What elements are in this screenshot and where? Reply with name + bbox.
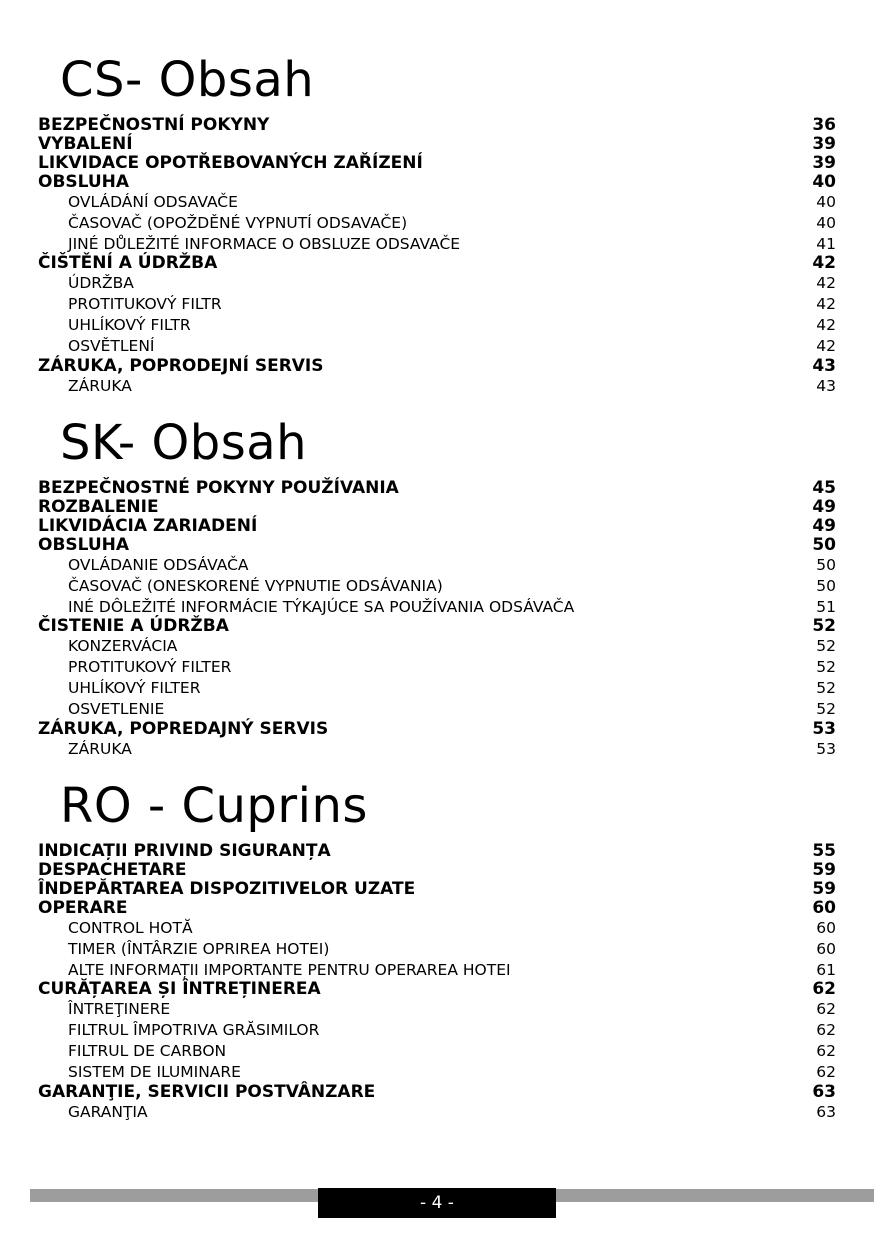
toc-subsection (38, 597, 836, 618)
toc-subsection (38, 699, 836, 720)
toc-chapter (38, 154, 836, 173)
toc-entry-page: 62 (816, 1000, 836, 1019)
toc-entry-label: DESPACHETARE (38, 860, 187, 880)
toc-entries-ro (38, 842, 836, 1122)
toc-entry-page: 42 (816, 274, 836, 293)
toc-entry-label: OSVETLENIE (68, 699, 165, 718)
toc-entry-label: ALTE INFORMAȚII IMPORTANTE PENTRU OPERAREA HOTEI (68, 960, 511, 979)
toc-chapter (38, 880, 836, 899)
toc-entry-label: CONTROL HOTĂ (68, 919, 193, 937)
toc-entry-page: 50 (816, 556, 836, 574)
section-title-cs: CS- Obsah (60, 52, 315, 108)
toc-entry-page: 62 (816, 1021, 836, 1040)
toc-chapter (38, 1083, 836, 1102)
toc-chapter (38, 720, 836, 739)
toc-entry-page: 40 (812, 172, 836, 192)
page-number: - 4 - (420, 1193, 454, 1213)
toc-entry-page: 51 (816, 597, 836, 616)
toc-entry-page: 62 (812, 979, 836, 1000)
toc-entry-page: 52 (816, 658, 836, 677)
toc-entry-page: 41 (816, 234, 836, 253)
toc-chapter (38, 517, 836, 536)
toc-entry-label: ZÁRUKA, POPREDAJNÝ SERVIS (38, 718, 329, 739)
toc-chapter (38, 899, 836, 918)
toc-entry-label: JINÉ DŮLEŽITÉ INFORMACE O OBSLUZE ODSAVAČE (68, 234, 461, 253)
toc-entry-label: ROZBALENIE (38, 497, 159, 517)
toc-entries-sk (38, 479, 836, 759)
toc-entry-page: 52 (816, 678, 836, 697)
toc-entry-label: OVLÁDÁNÍ ODSAVAČE (68, 193, 238, 211)
toc-entry-page: 59 (812, 879, 836, 899)
page-number-box (318, 1188, 556, 1218)
toc-entry-page: 39 (812, 153, 836, 173)
toc-subsection (38, 939, 836, 960)
toc-entry-label: FILTRUL ÎMPOTRIVA GRĂSIMILOR (68, 1021, 320, 1040)
toc-entry-label: VYBALENÍ (38, 134, 133, 154)
toc-subsection (38, 739, 836, 760)
toc-entry-label: ÚDRŽBA (68, 274, 134, 293)
toc-entry-page: 49 (812, 516, 836, 536)
toc-entry-page: 60 (812, 898, 836, 918)
toc-subsection (38, 294, 836, 315)
section-title-ro: RO - Cuprins (60, 778, 368, 834)
toc-entry-label: INDICAȚII PRIVIND SIGURANȚA (38, 841, 331, 861)
toc-entry-page: 49 (812, 497, 836, 517)
toc-entry-label: SISTEM DE ILUMINARE (68, 1062, 241, 1081)
toc-chapter (38, 617, 836, 636)
toc-entry-page: 63 (812, 1081, 836, 1102)
toc-subsection (38, 555, 836, 576)
toc-chapter (38, 498, 836, 517)
toc-entry-label: ČASOVAČ (ONESKORENÉ VYPNUTIE ODSÁVANIA) (68, 576, 443, 595)
toc-entry-label: KONZERVÁCIA (68, 637, 178, 656)
toc-entry-page: 43 (812, 355, 836, 376)
toc-entry-label: ÎNTREŢINERE (68, 1000, 171, 1019)
toc-entry-label: ČISTENIE A ÚDRŽBA (38, 616, 229, 637)
toc-subsection (38, 273, 836, 294)
toc-entry-label: BEZPEČNOSTNÉ POKYNY POUŽÍVANIA (38, 478, 399, 498)
toc-entry-label: ÎNDEPĂRTAREA DISPOZITIVELOR UZATE (38, 879, 416, 899)
toc-chapter (38, 980, 836, 999)
toc-entry-label: OSVĚTLENÍ (68, 336, 155, 355)
toc-entry-label: CURĂȚAREA ȘI ÎNTREȚINEREA (38, 979, 321, 1000)
toc-entries-cs (38, 116, 836, 396)
toc-entry-page: 45 (812, 478, 836, 498)
toc-entry-page: 50 (812, 535, 836, 555)
toc-chapter (38, 254, 836, 273)
toc-subsection (38, 1020, 836, 1041)
toc-entry-label: ZÁRUKA, POPRODEJNÍ SERVIS (38, 355, 324, 376)
toc-entry-page: 40 (816, 213, 836, 232)
toc-entry-page: 60 (816, 939, 836, 958)
toc-chapter (38, 479, 836, 498)
toc-entry-label: UHLÍKOVÝ FILTER (68, 678, 201, 697)
toc-entry-page: 59 (812, 860, 836, 880)
toc-entry-label: TIMER (ÎNTÂRZIE OPRIREA HOTEI) (68, 939, 330, 958)
toc-section-ro (38, 776, 836, 1122)
toc-entry-label: ZÁRUKA (68, 376, 132, 395)
toc-subsection (38, 999, 836, 1020)
toc-entry-page: 50 (816, 576, 836, 595)
toc-entry-label: ČIŠTĚNÍ A ÚDRŽBA (38, 253, 218, 274)
toc-subsection (38, 657, 836, 678)
toc-entry-page: 53 (812, 718, 836, 739)
toc-entry-label: FILTRUL DE CARBON (68, 1041, 227, 1060)
toc-subsection (38, 376, 836, 397)
toc-entry-label: INÉ DÔLEŽITÉ INFORMÁCIE TÝKAJÚCE SA POUŽÍVANIA ODSÁVAČA (68, 597, 575, 616)
toc-subsection (38, 192, 836, 213)
toc-subsection (38, 1041, 836, 1062)
toc-entry-label: GARANŢIE, SERVICII POSTVÂNZARE (38, 1081, 376, 1102)
toc-entry-page: 42 (816, 295, 836, 314)
toc-subsection (38, 315, 836, 336)
toc-entry-label: UHLÍKOVÝ FILTR (68, 315, 191, 334)
toc-entry-page: 62 (816, 1062, 836, 1081)
toc-entry-page: 60 (816, 919, 836, 937)
toc-entry-page: 61 (816, 960, 836, 979)
toc-subsection (38, 1102, 836, 1123)
toc-entry-label: OBSLUHA (38, 172, 130, 192)
toc-entry-label: ČASOVAČ (OPOŽDĚNÉ VYPNUTÍ ODSAVAČE) (68, 213, 408, 232)
toc-entry-page: 43 (816, 376, 836, 395)
toc-chapter (38, 536, 836, 555)
toc-entry-label: OPERARE (38, 898, 128, 918)
toc-section-sk (38, 413, 836, 759)
toc-entry-page: 42 (812, 253, 836, 274)
toc-subsection (38, 636, 836, 657)
toc-entry-page: 52 (816, 637, 836, 656)
toc-entry-page: 63 (816, 1102, 836, 1121)
toc-entry-page: 36 (812, 115, 836, 135)
toc-subsection (38, 576, 836, 597)
toc-entry-page: 52 (816, 699, 836, 718)
toc-section-cs (38, 50, 836, 396)
toc-chapter (38, 842, 836, 861)
toc-entry-label: LIKVIDACE OPOTŘEBOVANÝCH ZAŘÍZENÍ (38, 153, 423, 173)
toc-entry-page: 53 (816, 739, 836, 758)
toc-subsection (38, 678, 836, 699)
toc-entry-label: PROTITUKOVÝ FILTR (68, 295, 222, 314)
toc-entry-label: OBSLUHA (38, 535, 130, 555)
toc-entry-label: OVLÁDANIE ODSÁVAČA (68, 556, 249, 574)
toc-entry-page: 52 (812, 616, 836, 637)
toc-entry-page: 40 (816, 193, 836, 211)
toc-chapter (38, 116, 836, 135)
toc-entry-page: 55 (812, 841, 836, 861)
toc-chapter (38, 861, 836, 880)
toc-subsection (38, 918, 836, 939)
toc-subsection (38, 336, 836, 357)
toc-chapter (38, 173, 836, 192)
toc-entry-label: PROTITUKOVÝ FILTER (68, 658, 232, 677)
toc-subsection (38, 960, 836, 981)
toc-entry-page: 39 (812, 134, 836, 154)
toc-entry-label: ZÁRUKA (68, 739, 132, 758)
toc-entry-page: 62 (816, 1041, 836, 1060)
toc-entry-label: BEZPEČNOSTNÍ POKYNY (38, 115, 270, 135)
toc-chapter (38, 135, 836, 154)
toc-entry-page: 42 (816, 336, 836, 355)
toc-entry-page: 42 (816, 315, 836, 334)
section-title-sk: SK- Obsah (60, 415, 308, 471)
toc-subsection (38, 1062, 836, 1083)
toc-subsection (38, 234, 836, 255)
toc-subsection (38, 213, 836, 234)
toc-chapter (38, 357, 836, 376)
toc-entry-label: LIKVIDÁCIA ZARIADENÍ (38, 516, 258, 536)
toc-entry-label: GARANŢIA (68, 1102, 148, 1121)
